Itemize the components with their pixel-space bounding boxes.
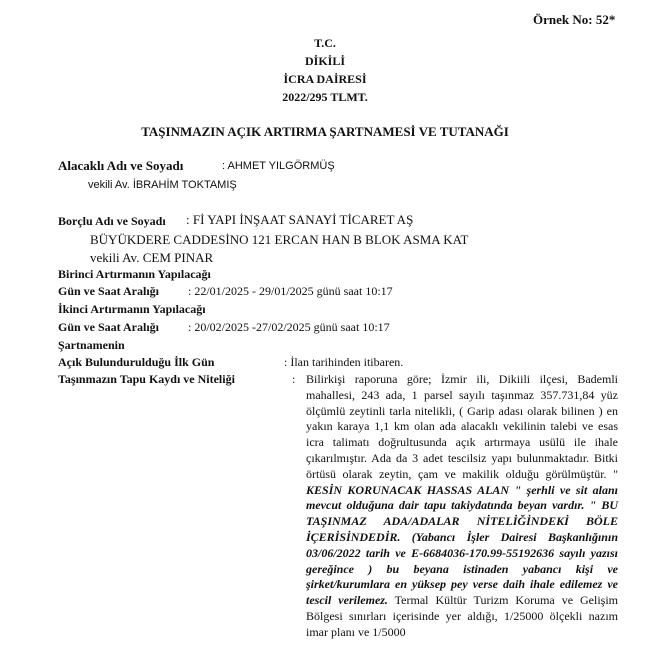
- document-title: TAŞINMAZIN AÇIK ARTIRMA ŞARTNAMESİ VE TUTANAĞI: [141, 124, 509, 139]
- property-description-emphasis: KESİN KORUNACAK HASSAS ALAN " şerhli ve sit alanı mevcut olduğuna dair tapu takiydatında beyan vardır. " BU TAŞINMAZ ADA/ADALAR NİTELİĞİNDEKİ BÖLE İÇERİSİNDEDİR. (Yabancı İşler Dairesi Başkanlığının 03/06/2022 tarih ve E-6684036-170.99-55192636 sayılı yazısı gereğince ) bu beyana istinaden yabancı kişi ve şirket/kurumlara en yüksep pey verse daih ihale edilemez ve tescil verilemez.: [306, 482, 618, 608]
- example-number: Örnek No: 52*: [533, 12, 616, 27]
- creditor-label: Alacaklı Adı ve Soyadı: [58, 158, 184, 173]
- org-line-tc: T.C.: [314, 36, 336, 50]
- creditor-value: : AHMET YILGÖRMÜŞ: [222, 160, 335, 172]
- property-label: Taşınmazın Tapu Kaydı ve Niteliği: [58, 372, 235, 386]
- second-auction-label: Gün ve Saat Aralığı: [58, 320, 160, 334]
- debtor-attorney: vekili Av. CEM PINAR: [90, 250, 214, 265]
- org-line-office: İCRA DAİRESİ: [283, 72, 367, 86]
- second-auction-dates: : 20/02/2025 -27/02/2025 günü saat 10:17: [188, 320, 390, 334]
- specification-value: : İlan tarihinden itibaren.: [284, 355, 404, 369]
- file-number: 2022/295 TLMT.: [282, 90, 368, 104]
- property-description-part3: Termal Kültür Turizm Koruma ve Gelişim Bölgesi sınırları içerisinde yer aldığı, 1/25000 ölçekli nazım imar planı ve 1/5000: [306, 593, 618, 639]
- debtor-value: : Fİ YAPI İNŞAAT SANAYİ TİCARET AŞ: [186, 212, 414, 227]
- first-auction-label: Gün ve Saat Aralığı: [58, 284, 160, 298]
- property-description-part1: Bilirkişi raporuna göre; İzmir ili, Dikiili ilçesi, Bademli mahallesi, 243 ada, 1 parsel sayılı taşınmaz 357.731,84 yüz ölçümlü zeytinli tarla nitelikli, ( Garip adası olarak bilinen ) en yakın karaya 1,1 km olan ada alacaklı vekilinin talebi ve esas icra talimatı doğrultusunda açık artırmaya usülü ile ihale çıkarılmıştır. Ada da 3 adet tescilsiz yapı bulunmaktadır. Bitki örtüsü olarak zeytin, çam ve makilik olduğu görülmüştür. ": [306, 372, 618, 481]
- debtor-address: BÜYÜKDERE CADDESİNO 121 ERCAN HAN B BLOK ASMA KAT: [90, 232, 469, 247]
- specification-label: Açık Bulundurulduğu İlk Gün: [58, 355, 215, 369]
- creditor-attorney: vekili Av. İBRAHİM TOKTAMIŞ: [88, 179, 237, 191]
- first-auction-heading: Birinci Artırmanın Yapılacağı: [58, 267, 211, 281]
- org-line-district: DİKİLİ: [304, 54, 345, 68]
- first-auction-dates: : 22/01/2025 - 29/01/2025 günü saat 10:17: [188, 284, 393, 298]
- property-colon: :: [292, 372, 296, 386]
- specification-heading: Şartnamenin: [58, 338, 125, 352]
- debtor-label: Borçlu Adı ve Soyadı: [58, 214, 166, 228]
- second-auction-heading: İkinci Artırmanın Yapılacağı: [58, 302, 206, 316]
- property-description: [306, 372, 618, 641]
